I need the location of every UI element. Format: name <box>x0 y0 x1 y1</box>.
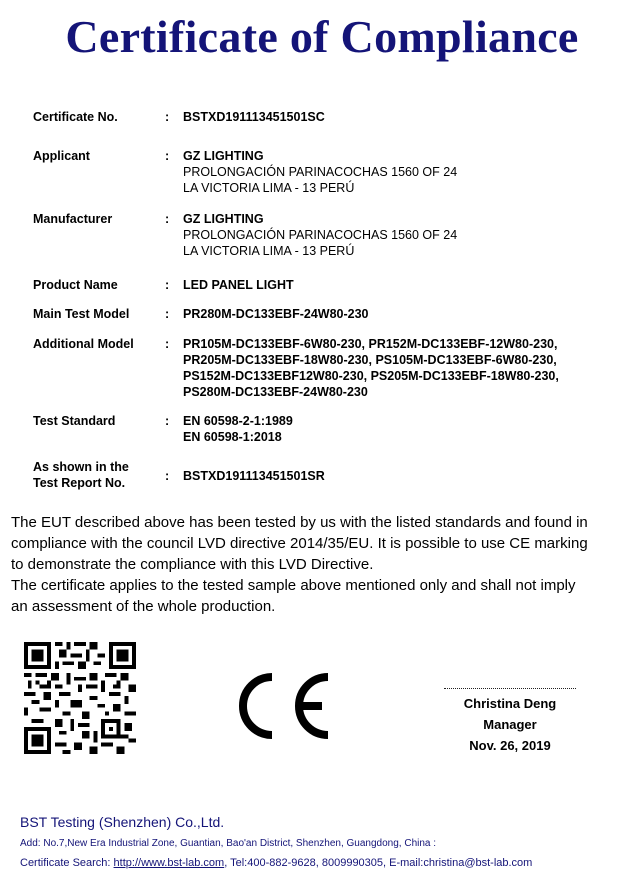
statement-line: compliance with the council LVD directive 2014/35/EU. It is possible to use CE marking <box>11 535 588 552</box>
field-label-line: As shown in the <box>33 460 129 474</box>
applicant-name: GZ LIGHTING <box>183 149 264 163</box>
field-value <box>183 148 633 196</box>
field-label: Additional Model <box>33 337 134 351</box>
field-label: Certificate No. <box>33 110 118 124</box>
field-label: Product Name <box>33 278 118 292</box>
field-value <box>183 468 633 484</box>
footer-company: BST Testing (Shenzhen) Co.,Ltd. <box>20 814 225 830</box>
field-value <box>183 336 633 400</box>
manufacturer-address-line: PROLONGACIÓN PARINACOCHAS 1560 OF 24 <box>183 228 458 242</box>
field-label: Applicant <box>33 149 90 163</box>
applicant-address-line: LA VICTORIA LIMA - 13 PERÚ <box>183 181 355 195</box>
field-label: Manufacturer <box>33 212 113 226</box>
field-value <box>183 211 633 259</box>
signatory-name: Christina Deng <box>463 696 557 711</box>
field-colon: : <box>165 337 170 351</box>
field-value <box>183 109 633 125</box>
field-label: Test Standard <box>33 414 116 428</box>
additional-model-line: PR205M-DC133EBF-18W80-230, PS105M-DC133EBF-6W80-230, <box>183 353 557 367</box>
field-colon: : <box>165 469 170 483</box>
additional-model-line: PS152M-DC133EBF12W80-230, PS205M-DC133EBF-18W80-230, <box>183 369 559 383</box>
field-colon: : <box>165 414 170 428</box>
signatory-position: Manager <box>483 717 537 732</box>
certificate-title: Certificate of Compliance <box>65 11 579 62</box>
website-link[interactable]: http://www.bst-lab.com <box>113 857 225 869</box>
field-label <box>33 459 163 491</box>
statement-line: an assessment of the whole production. <box>11 598 276 615</box>
applicant-address-line: PROLONGACIÓN PARINACOCHAS 1560 OF 24 <box>183 165 458 179</box>
statement-line: The certificate applies to the tested sample above mentioned only and shall not imply <box>11 577 576 594</box>
certificate-date: Nov. 26, 2019 <box>469 738 551 753</box>
additional-model-line: PR105M-DC133EBF-6W80-230, PR152M-DC133EBF-12W80-230, <box>183 337 558 351</box>
certificate-search-label: Certificate Search: <box>20 857 114 869</box>
test-standard-line: EN 60598-2-1:1989 <box>183 414 293 428</box>
field-colon: : <box>165 149 170 163</box>
field-colon: : <box>165 212 170 226</box>
field-value <box>183 277 633 293</box>
field-label-line: Test Report No. <box>33 476 126 490</box>
compliance-statement <box>11 512 629 617</box>
qr-code-icon <box>24 642 136 754</box>
footer-address: Add: No.7,New Era Industrial Zone, Guantian, Bao'an District, Shenzhen, Guangdong, China : <box>20 838 437 849</box>
certificate-number: BSTXD191113451501SC <box>183 110 325 124</box>
contact-details: , Tel:400-882-9628, 8009990305, E-mail:christina@bst-lab.com <box>224 857 533 869</box>
field-colon: : <box>165 278 170 292</box>
main-test-model: PR280M-DC133EBF-24W80-230 <box>183 307 369 321</box>
field-label: Main Test Model <box>33 307 130 321</box>
signature-line <box>444 688 576 689</box>
field-value <box>183 413 633 445</box>
field-colon: : <box>165 307 170 321</box>
manufacturer-address-line: LA VICTORIA LIMA - 13 PERÚ <box>183 244 355 258</box>
additional-model-line: PS280M-DC133EBF-24W80-230 <box>183 385 368 399</box>
field-value <box>183 306 633 322</box>
manufacturer-name: GZ LIGHTING <box>183 212 264 226</box>
footer-contact <box>20 857 532 869</box>
field-colon: : <box>165 110 170 124</box>
statement-line: The EUT described above has been tested by us with the listed standards and found in <box>11 514 588 531</box>
product-name: LED PANEL LIGHT <box>183 278 294 292</box>
statement-line: to demonstrate the compliance with this LVD Directive. <box>11 556 374 573</box>
test-report-number: BSTXD191113451501SR <box>183 469 325 483</box>
ce-mark-icon <box>232 668 342 744</box>
test-standard-line: EN 60598-1:2018 <box>183 430 282 444</box>
